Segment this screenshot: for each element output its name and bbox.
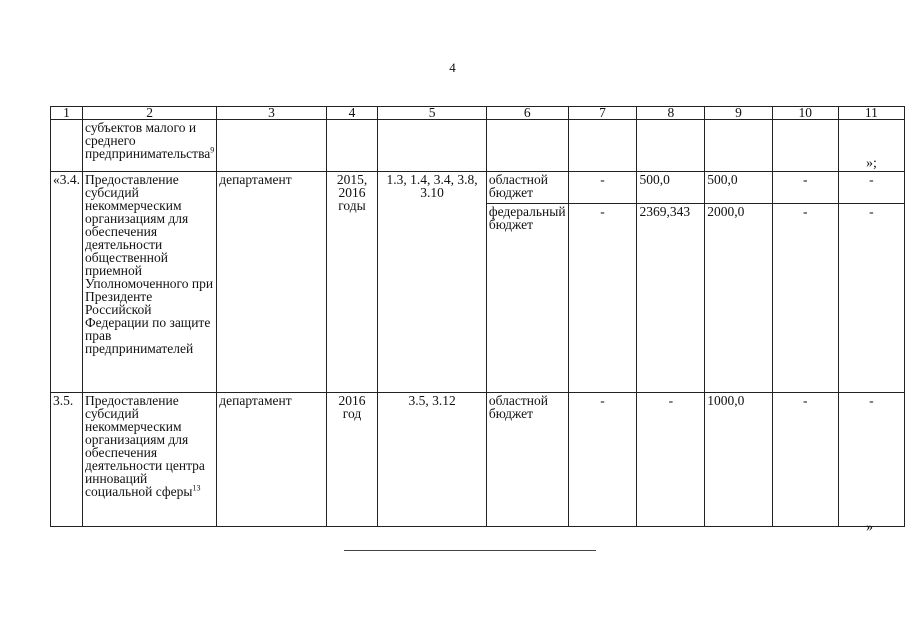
value-col-10: - [772,204,838,393]
value-col-9: 1000,0 [705,393,773,527]
footnote-mark: 9 [210,145,215,155]
column-number-row [51,107,905,120]
value-col-9 [705,120,773,172]
value-col-7 [568,120,637,172]
tasks [378,120,487,172]
value-col-8: - [637,393,705,527]
column-header: 10 [772,107,838,120]
value-col-8: 2369,343 [637,204,705,393]
column-header: 7 [568,107,637,120]
table-row [51,172,905,204]
measure-name-cell [83,393,217,527]
column-header: 2 [83,107,217,120]
table-row [51,120,905,172]
footnote-mark: 13 [192,483,201,493]
value-col-7: - [568,172,637,204]
page-number: 4 [449,60,456,75]
value-col-9: 500,0 [705,172,773,204]
closing-quote: »; [866,156,877,171]
column-header: 6 [486,107,568,120]
footnote-separator [344,550,596,551]
measure-name-cell [83,172,217,393]
column-header: 1 [51,107,83,120]
value-col-7: - [568,204,637,393]
column-header: 11 [838,107,904,120]
value-col-11: - [838,204,904,393]
executor [217,120,326,172]
funding-source: областной бюджет [486,393,568,527]
value-col-10: - [772,393,838,527]
value-col-11: - [838,172,904,204]
tasks: 1.3, 1.4, 3.4, 3.8, 3.10 [378,172,487,393]
funding-source: федеральный бюджет [486,204,568,393]
measure-name: субъектов малого и среднего предпринимательства [85,120,211,161]
value-col-7: - [568,393,637,527]
table-row [51,393,905,527]
executor: департамент [217,172,326,393]
value-col-11: - [838,393,904,527]
executor: департамент [217,393,326,527]
column-header: 5 [378,107,487,120]
funding-source: областной бюджет [486,172,568,204]
tasks: 3.5, 3.12 [378,393,487,527]
column-header: 8 [637,107,705,120]
years: 2015, 2016 годы [326,172,378,393]
funding-source [486,120,568,172]
value-col-10: - [772,172,838,204]
measure-name: Предоставление субсидий некоммерческим организациям для обеспечения деятельности общественной приемной Уполномоченного при Президенте Российской Федерации по защите прав предпринимателей [85,172,214,356]
value-col-10 [772,120,838,172]
value-col-9: 2000,0 [705,204,773,393]
closing-quote: » [866,520,873,535]
measure-name: Предоставление субсидий некоммерческим организациям для обеспечения деятельности центра инноваций социальной сферы [85,393,205,499]
column-header: 9 [705,107,773,120]
column-header: 3 [217,107,326,120]
years [326,120,378,172]
program-measures-table [50,106,905,527]
years: 2016 год [326,393,378,527]
value-col-8: 500,0 [637,172,705,204]
measure-number [51,120,83,172]
measure-number: «3.4. [51,172,83,393]
value-col-8 [637,120,705,172]
column-header: 4 [326,107,378,120]
measure-number: 3.5. [51,393,83,527]
measure-name-cell [83,120,217,172]
